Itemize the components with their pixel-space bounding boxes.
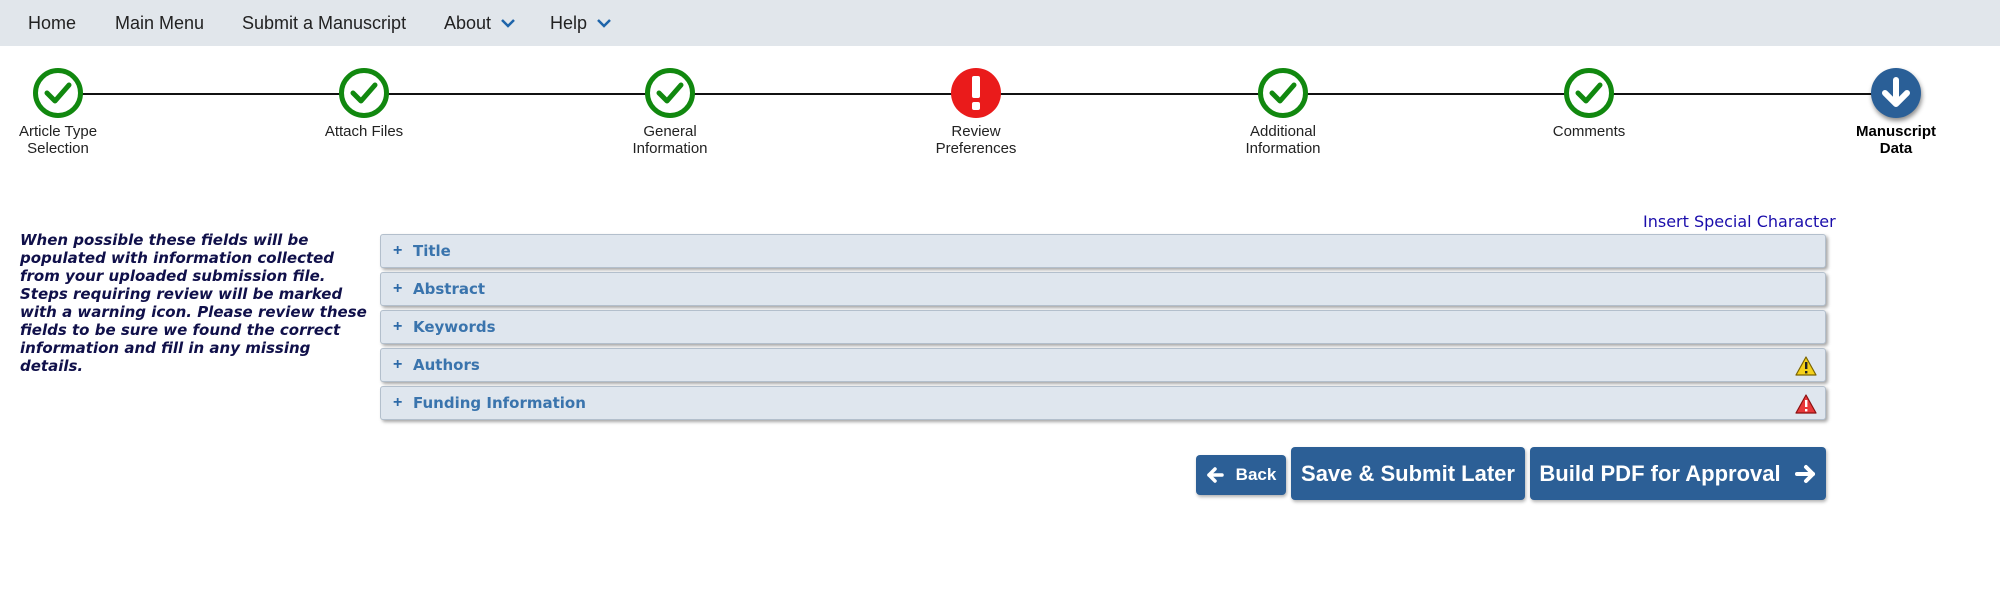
save-button-label: Save & Submit Later: [1301, 460, 1515, 486]
error-triangle-icon: [1795, 394, 1817, 414]
check-icon: [350, 81, 378, 105]
step-review-preferences[interactable]: [896, 46, 1056, 157]
section-header-label: Authors: [413, 356, 480, 374]
step-label: Comments: [1552, 123, 1626, 140]
section-title[interactable]: [380, 234, 1826, 268]
expand-plus-icon: +: [393, 394, 403, 411]
arrow-left-icon: [1206, 467, 1224, 483]
nav-home-label: Home: [28, 12, 77, 33]
build-pdf-button[interactable]: [1530, 447, 1826, 500]
back-button-label: Back: [1235, 465, 1277, 484]
nav-about[interactable]: [444, 0, 516, 46]
nav-help[interactable]: [550, 0, 612, 46]
build-button-label: Build PDF for Approval: [1539, 460, 1781, 486]
section-authors[interactable]: [380, 348, 1826, 382]
nav-help-label: Help: [550, 12, 588, 33]
step-status-circle: [1564, 68, 1614, 118]
section-header-label: Title: [413, 242, 451, 260]
chevron-down-icon: [500, 18, 516, 28]
step-status-circle: [33, 68, 83, 118]
step-label: Article Type Selection: [18, 123, 98, 157]
nav-submit-manuscript[interactable]: [242, 0, 406, 46]
step-status-circle: [951, 68, 1001, 118]
check-icon: [44, 81, 72, 105]
step-attach-files[interactable]: [284, 46, 444, 140]
step-status-circle: [645, 68, 695, 118]
warning-triangle-icon: [1795, 356, 1817, 376]
arrow-right-icon: [1795, 464, 1817, 484]
nav-about-label: About: [444, 12, 492, 33]
step-status-circle: [1871, 68, 1921, 118]
save-submit-later-button[interactable]: [1291, 447, 1525, 500]
instruction-note: When possible these fields will be populated with information collected from your uploaded submission file. Steps requiring review will be marked with a warning icon. Please review these fields to be sure we found the correct information and fill in any missing details.: [20, 231, 367, 375]
step-label: Review Preferences: [935, 123, 1017, 157]
step-general-information[interactable]: [590, 46, 750, 157]
expand-plus-icon: +: [393, 356, 403, 373]
manuscript-data-sections: [380, 234, 1826, 424]
expand-plus-icon: +: [393, 318, 403, 335]
nav-main-menu[interactable]: [115, 0, 204, 46]
section-keywords[interactable]: [380, 310, 1826, 344]
section-header-label: Keywords: [413, 318, 496, 336]
step-status-circle: [339, 68, 389, 118]
submission-progress: [0, 46, 2000, 176]
down-arrow-icon: [1881, 77, 1911, 109]
step-label: General Information: [632, 123, 708, 157]
top-navigation: [0, 0, 2000, 46]
nav-main-menu-label: Main Menu: [115, 12, 205, 33]
step-status-circle: [1258, 68, 1308, 118]
step-additional-information[interactable]: [1203, 46, 1363, 157]
expand-plus-icon: +: [393, 242, 403, 259]
section-header-label: Abstract: [413, 280, 486, 298]
check-icon: [1575, 81, 1603, 105]
step-label: Manuscript Data: [1855, 123, 1936, 157]
section-abstract[interactable]: [380, 272, 1826, 306]
section-header-label: Funding Information: [413, 394, 586, 412]
insert-special-character-link[interactable]: Insert Special Character: [1643, 212, 1836, 231]
expand-plus-icon: +: [393, 280, 403, 297]
check-icon: [1269, 81, 1297, 105]
step-comments[interactable]: [1509, 46, 1669, 140]
back-button[interactable]: [1196, 455, 1286, 495]
step-label: Additional Information: [1245, 123, 1321, 157]
step-label: Attach Files: [324, 123, 404, 140]
step-article-type-selection[interactable]: [0, 46, 138, 157]
check-icon: [656, 81, 684, 105]
section-funding-information[interactable]: [380, 386, 1826, 420]
exclamation-icon: [969, 75, 983, 111]
chevron-down-icon: [596, 18, 612, 28]
nav-home[interactable]: [28, 0, 76, 46]
step-manuscript-data[interactable]: [1816, 46, 1976, 157]
nav-submit-manuscript-label: Submit a Manuscript: [242, 12, 407, 33]
